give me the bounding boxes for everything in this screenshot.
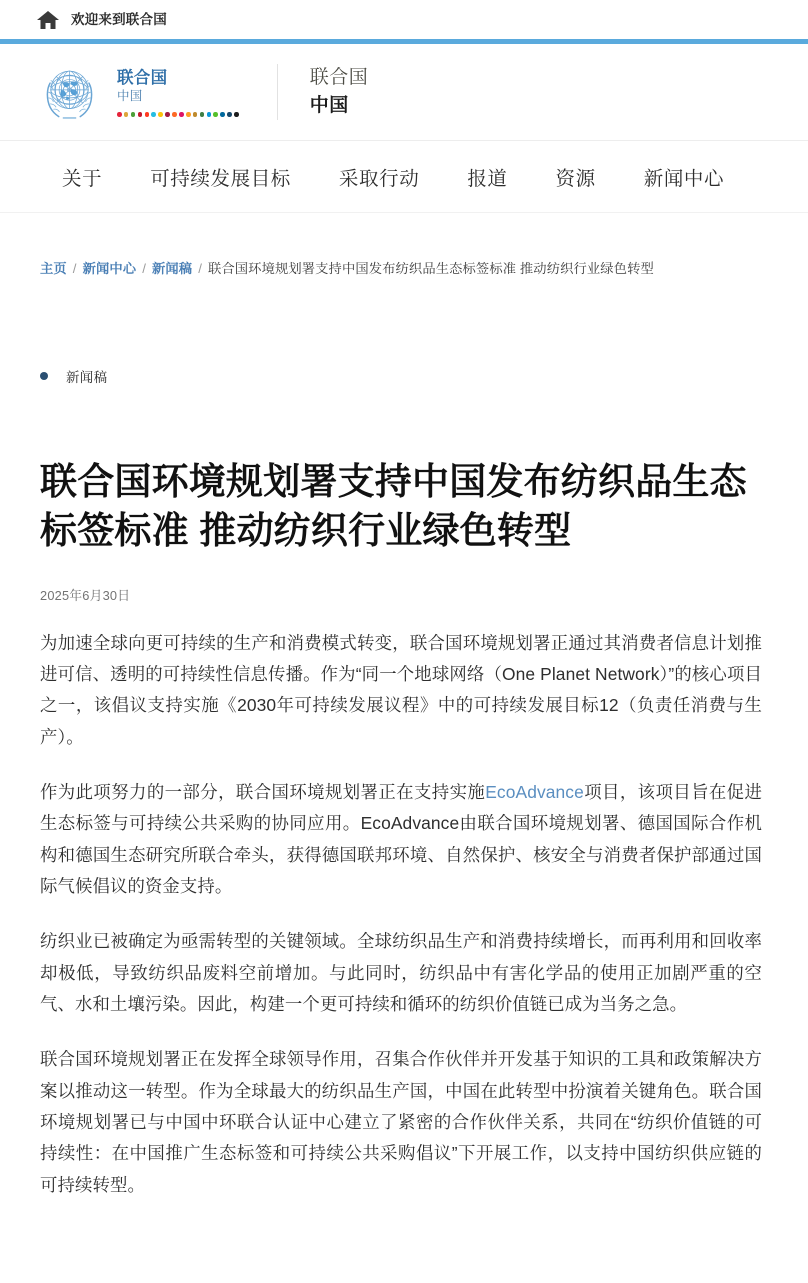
breadcrumb-item-1[interactable]: 主页 <box>40 261 67 276</box>
paragraph-2-before: 作为此项努力的一部分，联合国环境规划署正在支持实施 <box>40 781 486 802</box>
article-category[interactable] <box>40 366 768 386</box>
logo-wordmark-line1: 联合国 <box>117 69 168 88</box>
sdg-dot-8 <box>165 112 170 117</box>
ecoadvance-link[interactable]: EcoAdvance <box>485 781 584 802</box>
sdg-dot-16 <box>220 112 225 117</box>
top-utility-bar <box>0 0 808 39</box>
nav-item-2[interactable]: 可持续发展目标 <box>150 167 291 190</box>
home-icon[interactable] <box>36 10 60 30</box>
page-title: 联合国环境规划署支持中国发布纺织品生态标签标准 推动纺织行业绿色转型 <box>40 460 747 551</box>
nav-item-4[interactable]: 报道 <box>467 167 508 190</box>
sdg-dot-6 <box>151 112 156 117</box>
welcome-label[interactable]: 欢迎来到联合国 <box>71 11 167 27</box>
sdg-dot-10 <box>179 112 184 117</box>
sdg-dot-15 <box>213 112 218 117</box>
paragraph-1: 为加速全球向更可持续的生产和消费模式转变，联合国环境规划署正通过其消费者信息计划推进可信、透明的可持续性信息传播。作为“同一个地球网络（One Planet Network）”的核心项目之一，该倡议支持实施《2030年可持续发展议程》中的可持续发展目标12（负责任消费与生产）。 <box>40 632 762 747</box>
category-label: 新闻稿 <box>66 369 108 385</box>
logo-wordmark-line2: 中国 <box>117 89 143 104</box>
paragraph-4: 联合国环境规划署正在发挥全球领导作用，召集合作伙伴并开发基于知识的工具和政策解决方案以推动这一转型。作为全球最大的纺织品生产国，中国在此转型中扮演着关键角色。联合国环境规划署已与中国中环联合认证中心建立了紧密的合作伙伴关系，共同在“纺织价值链的可持续性：在中国推广生态标签和可持续公共采购倡议”下开展工作，以支持中国纺织供应链的可持续转型。 <box>40 1049 762 1195</box>
sdg-dot-11 <box>186 112 191 117</box>
sdg-dot-12 <box>193 112 198 117</box>
sdg-dot-18 <box>234 112 239 117</box>
sdg-dot-7 <box>158 112 163 117</box>
un-emblem-icon[interactable] <box>36 59 103 126</box>
sdg-dot-2 <box>124 112 129 117</box>
paragraph-2-with-link <box>40 777 762 902</box>
site-name-line2: 中国 <box>309 95 349 116</box>
paragraph-2-after: 项目，该项目旨在促进生态标签与可持续公共采购的协同应用。EcoAdvance由联合国环境规划署、德国国际合作机构和德国生态研究所联合牵头，获得德国联邦环境、自然保护、核安全与消费者保护部通过国际气候倡议的资金支持。 <box>40 781 762 896</box>
category-bullet-icon <box>40 372 48 380</box>
main-navigation <box>0 141 808 213</box>
sdg-color-dots <box>117 112 239 117</box>
sdg-dot-1 <box>117 112 122 117</box>
breadcrumb-separator: / <box>142 261 146 276</box>
sdg-dot-9 <box>172 112 177 117</box>
sdg-dot-14 <box>207 112 212 117</box>
page-content <box>0 259 808 1201</box>
site-name[interactable] <box>310 64 369 121</box>
breadcrumb-item-4: 联合国环境规划署支持中国发布纺织品生态标签标准 推动纺织行业绿色转型 <box>207 261 654 276</box>
nav-item-6[interactable]: 新闻中心 <box>643 167 725 190</box>
sdg-dot-5 <box>145 112 150 117</box>
sdg-dot-13 <box>200 112 205 117</box>
logo-wordmark[interactable] <box>117 67 239 116</box>
publish-date: 2025年6月30日 <box>40 587 131 603</box>
breadcrumb-item-3[interactable]: 新闻稿 <box>151 261 193 276</box>
article-body <box>40 628 768 1201</box>
band-divider <box>277 64 278 120</box>
nav-item-1[interactable]: 关于 <box>62 167 103 190</box>
site-name-line1: 联合国 <box>309 66 369 88</box>
sdg-dot-4 <box>138 112 143 117</box>
paragraph-3: 纺织业已被确定为亟需转型的关键领域。全球纺织品生产和消费持续增长，而再利用和回收率却极低，导致纺织品废料空前增加。与此同时，纺织品中有害化学品的使用正加剧严重的空气、水和土壤污染。因此，构建一个更可持续和循环的纺织价值链已成为当务之急。 <box>40 931 762 1014</box>
breadcrumb-separator: / <box>198 261 202 276</box>
breadcrumb <box>40 259 768 279</box>
nav-item-3[interactable]: 采取行动 <box>338 167 420 190</box>
brand-band <box>0 44 808 141</box>
sdg-dot-17 <box>227 112 232 117</box>
sdg-dot-3 <box>131 112 136 117</box>
nav-item-5[interactable]: 资源 <box>555 167 596 190</box>
breadcrumb-separator: / <box>72 261 77 276</box>
breadcrumb-item-2[interactable]: 新闻中心 <box>82 261 137 276</box>
